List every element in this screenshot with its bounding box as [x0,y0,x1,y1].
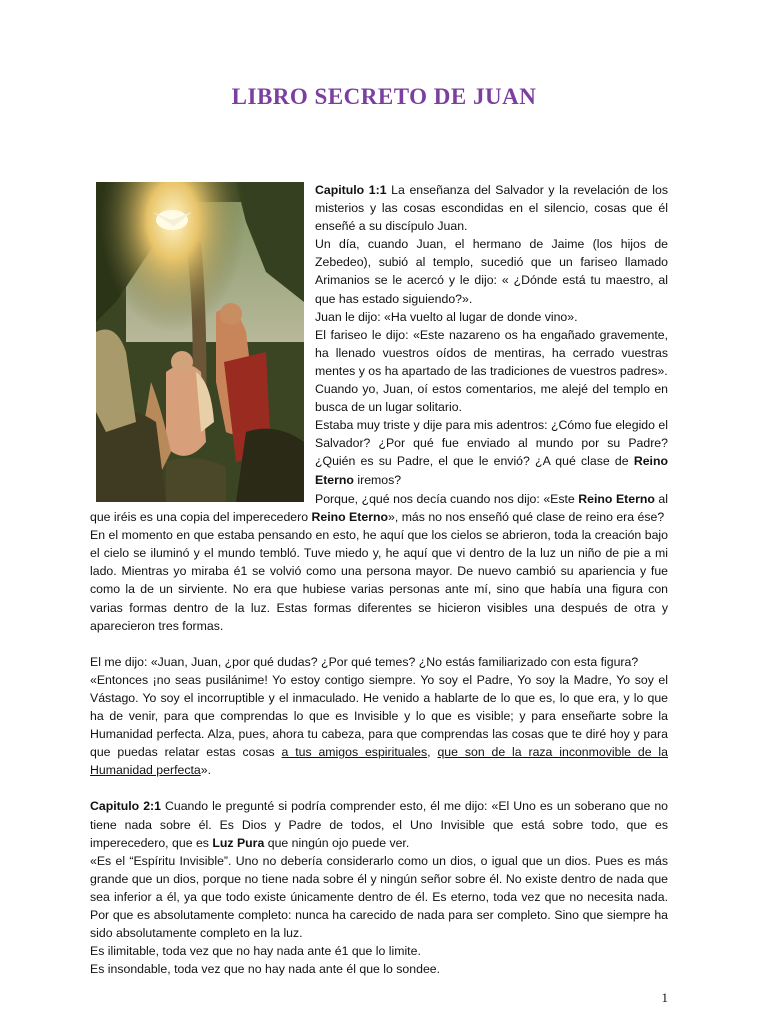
main-text [90,490,668,978]
chapter1-intro: Capitulo 1:1 La enseñanza del Salvador y la revelación de los misterios y las cosas escondidas en el silencio, cosas que él enseñé a su discípulo Juan. [315,183,668,234]
page-number: 1 [661,990,668,1005]
paragraph: Estaba muy triste y dije para mis adentros: ¿Cómo fue elegido el Salvador? ¿Por qué fue enviado al mundo por su Padre? ¿Quién es su Padre, el que le envió? ¿A qué clase de Reino Eterno iremos? [315,418,668,487]
paragraph: El fariseo le dijo: «Este nazareno os ha engañado gravemente, ha llenado vuestros oídos de mentiras, ha cerrado vuestras mentes y os ha apartado de las tradiciones de vuestros padres». [315,327,668,378]
paragraph: En el momento en que estaba pensando en esto, he aquí que los cielos se abrieron, toda la creación bajo el cielo se iluminó y el mundo tembló. Tuve miedo y, he aquí que vi dentro de la luz un niño de pie a mi lado. Mientras yo miraba é1 se volvió como una persona mayor. De nuevo cambió su apariencia y fue como la de un sirviente. No era que hubiese varias personas ante mí, sino que había una figura con varias formas dentro de la luz. Estas formas diferentes se hicieron visibles una después de otra y aparecieron tres formas. [90,528,668,633]
paragraph: Es insondable, toda vez que no hay nada ante él que lo sondee. [90,962,441,977]
chapter2-heading: Capitulo 2:1 [90,799,161,814]
underlined-phrase: a tus amigos espirituales [281,745,428,760]
paragraph: Un día, cuando Juan, el hermano de Jaime (los hijos de Zebedeo), subió al templo, sucedió que un fariseo llamado Arimanios se le acercó y le dijo: « ¿Dónde está tu maestro, al que has estado siguiendo?». [315,237,668,306]
paragraph: Porque, ¿qué nos decía cuando nos dijo: «Este Reino Eterno al que iréis es una copia del imperecedero Reino Eterno», más no nos enseñó qué clase de reino era ése? [90,492,668,525]
paragraph: «Entonces ¡no seas pusilánime! Yo estoy contigo siempre. Yo soy el Padre, Yo soy la Madre, Yo soy el Vástago. Yo soy el incorruptible y el inmaculado. He venido a hablarte de lo que es, lo que era, y lo que ha de venir, para que comprendas lo que es Invisible y lo que es visible; y para enseñarte sobre la Humanidad perfecta. Alza, pues, ahora tu cabeza, para que comprendas las cosas que te diré hoy y para que puedas relatar estas cosas a tus amigos espirituales, que son de la raza inconmovible de la Humanidad perfecta». [90,672,668,778]
underlined-phrase: que son de la raza inconmovible de la Humanidad perfecta [90,745,668,778]
chapter1-column [315,181,668,489]
baptism-painting [96,182,304,502]
document-title: LIBRO SECRETO DE JUAN [231,84,537,109]
paragraph: «Es el “Espíritu Invisible”. Uno no debería considerarlo como un dios, o igual que un dios. Pues es más grande que un dios, porque no tiene nada sobre él y ningún señor sobre él. No existe dentro de nada que sea inferior a él, ya que todo existe únicamente dentro de él. Es eterno, toda vez que no necesita nada. Por que es absolutamente completo: nunca ha carecido de nada para ser completo. Sino que siempre ha sido absolutamente completo en la luz. [90,853,668,941]
paragraph: Cuando yo, Juan, oí estos comentarios, me alejé del templo en busca de un lugar solitario. [315,382,668,415]
paragraph: Juan le dijo: «Ha vuelto al lugar de donde vino». [315,309,578,324]
paragraph: Es ilimitable, toda vez que no hay nada ante é1 que lo limite. [90,944,421,959]
paragraph: El me dijo: «Juan, Juan, ¿por qué dudas? ¿Por qué temes? ¿No estás familiarizado con esta figura? [90,654,639,669]
chapter1-heading: Capitulo 1:1 [315,183,387,197]
chapter2-intro: Capitulo 2:1 Cuando le pregunté si podría comprender esto, él me dijo: «El Uno es un soberano que no tiene nada sobre él. Es Dios y Padre de todos, el Uno Invisible que está sobre todo, que es imperecedero, que es Luz Pura que ningún ojo puede ver. [90,799,668,850]
